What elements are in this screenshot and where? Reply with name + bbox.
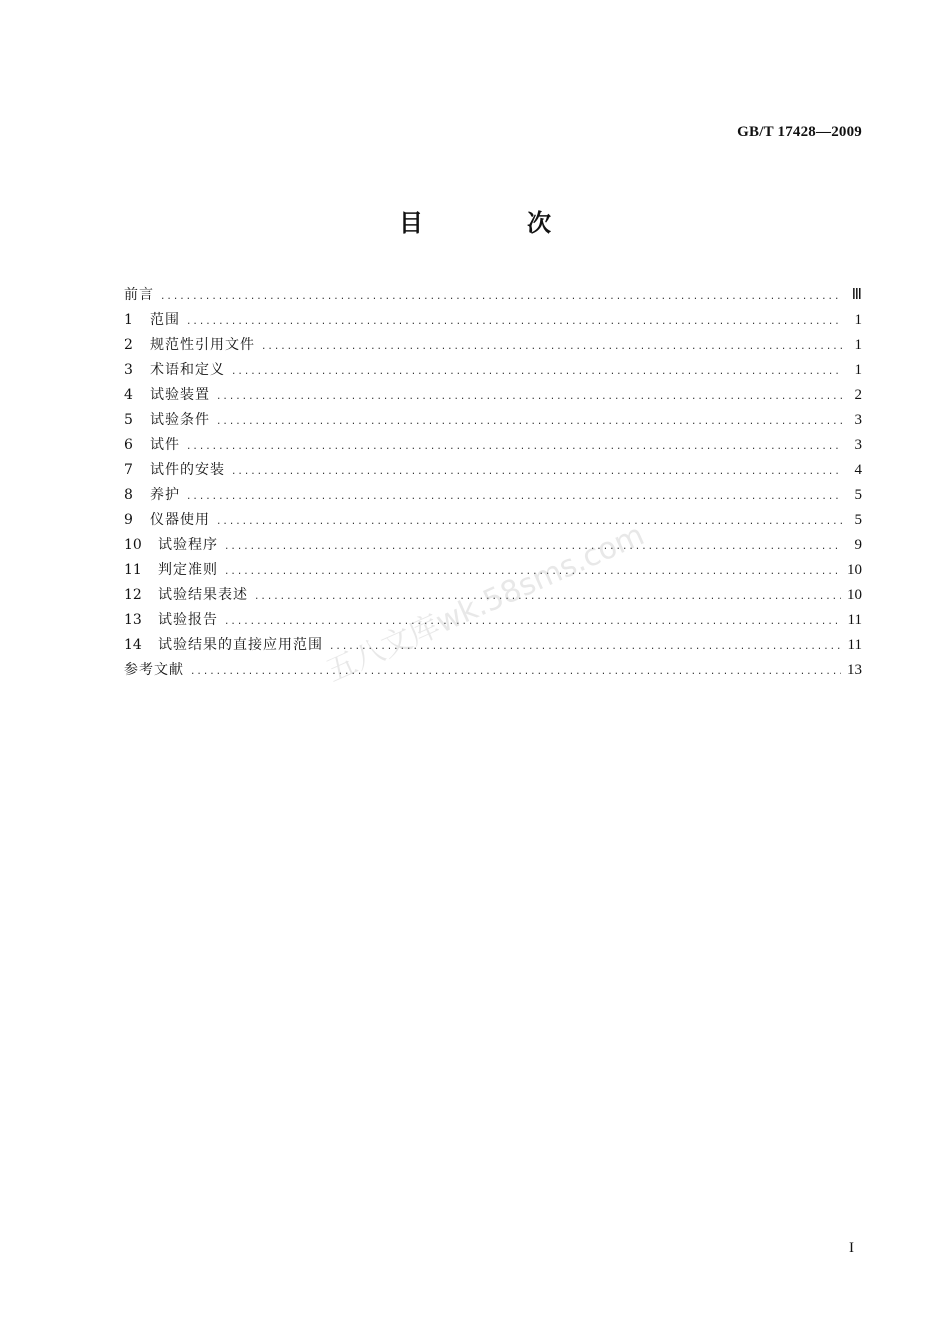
toc-entry-page: 10 [847,587,862,603]
toc-entry-page: 3 [854,412,862,428]
toc-dot-leader [261,335,842,360]
toc-entry-number: 13 [124,612,142,628]
toc-entry-page: 2 [854,387,862,403]
toc-dot-leader [224,610,842,635]
toc-entry-number: 1 [124,312,133,328]
toc-entry-label: 范围 [150,312,180,328]
toc-entry-page: 1 [854,312,862,328]
toc-entry-label: 试验报告 [158,612,218,628]
toc-entry-page: 9 [854,537,862,553]
toc-entry-page: Ⅲ [851,287,862,303]
toc-entry-page: 11 [847,637,862,653]
toc-entry-label: 试验装置 [150,387,210,403]
toc-entry[interactable] [124,383,862,408]
toc-entry-page: 13 [847,662,862,678]
toc-entry-label: 规范性引用文件 [150,337,255,353]
toc-entry-number: 8 [124,487,133,503]
toc-dot-leader [186,310,842,335]
toc-entry[interactable] [124,658,862,683]
toc-entry-page: 4 [854,462,862,478]
standard-code: GB/T 17428—2009 [737,124,862,140]
toc-entry-label: 仪器使用 [150,512,210,528]
toc-entry-label: 判定准则 [158,562,218,578]
toc-entry-label: 参考文献 [124,662,184,678]
toc-entry[interactable] [124,283,862,308]
toc-entry-label: 试验条件 [150,412,210,428]
table-of-contents [124,283,862,683]
watermark: 五八文库wk.58sms.com [321,517,650,690]
toc-entry[interactable] [124,483,862,508]
toc-dot-leader [216,385,842,410]
toc-entry-page: 10 [847,562,862,578]
toc-dot-leader [231,460,842,485]
toc-entry-label: 前言 [124,287,154,303]
toc-entry-number: 11 [124,562,142,578]
toc-entry-label: 试验结果表述 [158,587,248,603]
toc-entry[interactable] [124,508,862,533]
page-number: I [849,1240,854,1256]
toc-entry[interactable] [124,358,862,383]
toc-entry-number: 9 [124,512,133,528]
toc-entry-page: 1 [854,337,862,353]
toc-entry[interactable] [124,433,862,458]
toc-entry-number: 2 [124,337,133,353]
page-title: 目 次 [399,208,591,237]
toc-dot-leader [216,410,842,435]
toc-entry-label: 试件的安装 [150,462,225,478]
toc-dot-leader [216,510,842,535]
toc-dot-leader [231,360,842,385]
toc-entry[interactable] [124,308,862,333]
toc-entry[interactable] [124,333,862,358]
toc-entry-label: 术语和定义 [150,362,225,378]
toc-entry-page: 11 [847,612,862,628]
toc-dot-leader [186,485,842,510]
toc-dot-leader [190,660,841,685]
toc-entry-page: 5 [854,487,862,503]
toc-entry-label: 养护 [150,487,180,503]
toc-entry[interactable] [124,458,862,483]
toc-entry-number: 6 [124,437,133,453]
toc-entry[interactable] [124,633,862,658]
toc-entry-number: 10 [124,537,142,553]
toc-entry[interactable] [124,533,862,558]
toc-entry-number: 3 [124,362,133,378]
toc-entry-number: 5 [124,412,133,428]
toc-entry-label: 试验程序 [158,537,218,553]
toc-entry[interactable] [124,408,862,433]
toc-entry-number: 14 [124,637,142,653]
toc-entry-page: 3 [854,437,862,453]
toc-entry-page: 5 [854,512,862,528]
toc-entry-page: 1 [854,362,862,378]
toc-entry-number: 7 [124,462,133,478]
toc-entry-label: 试件 [150,437,180,453]
toc-entry-number: 12 [124,587,142,603]
toc-dot-leader [186,435,842,460]
toc-dot-leader [160,285,842,310]
toc-entry-number: 4 [124,387,133,403]
toc-entry-label: 试验结果的直接应用范围 [158,637,323,653]
